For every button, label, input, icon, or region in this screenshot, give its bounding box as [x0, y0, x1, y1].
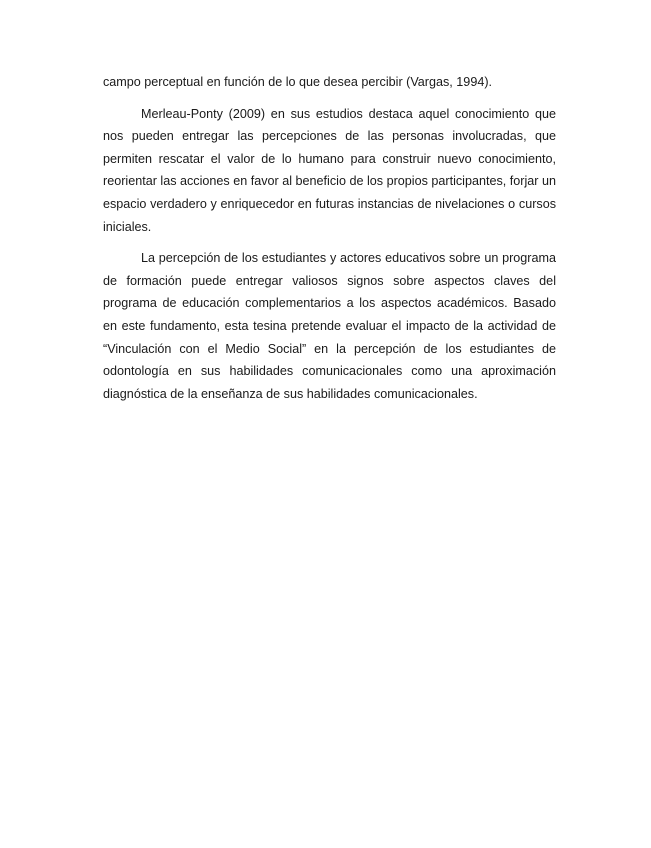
- paragraph-continuation: campo perceptual en función de lo que desea percibir (Vargas, 1994).: [103, 75, 493, 89]
- paragraph-percepcion: La percepción de los estudiantes y actores educativos sobre un programa de formación puede entregar valiosos signos sobre aspectos claves del programa de educación complementarios a los aspectos académicos. Basado en este fundamento, esta tesina pretende evaluar el impacto de la actividad de “Vinculación con el Medio Social” en la percepción de los estudiantes de odontología en sus habilidades comunicacionales como una aproximación diagnóstica de la enseñanza de sus habilidades comunicacionales.: [103, 251, 556, 401]
- paragraph-merleau-ponty: Merleau-Ponty (2009) en sus estudios destaca aquel conocimiento que nos pueden entregar las percepciones de las personas involucradas, que permiten rescatar el valor de lo humano para construir nuevo conocimiento, reorientar las acciones en favor al beneficio de los propios participantes, forjar un espacio verdadero y enriquecedor en futuras instancias de nivelaciones o cursos iniciales.: [103, 106, 556, 234]
- body-text: [103, 71, 556, 414]
